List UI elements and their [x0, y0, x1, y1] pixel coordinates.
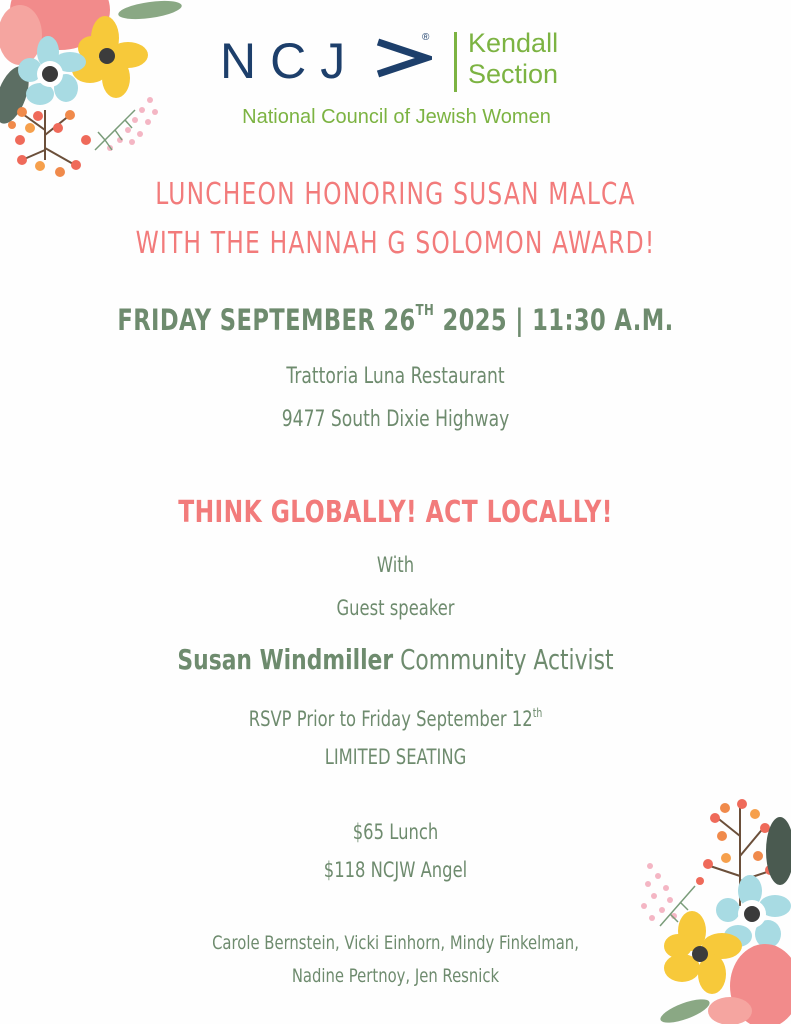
leaf [658, 995, 712, 1024]
rsvp-line [87, 707, 704, 731]
rsvp-prefix: RSVP Prior to Friday September 12 [248, 707, 533, 731]
floral-top-left-decoration [0, 0, 190, 195]
ncjw-logo [220, 28, 580, 138]
logo-section-line1: Kendall [468, 28, 559, 58]
rsvp-seating: LIMITED SEATING [324, 745, 467, 769]
committee-line2: Nadine Pertnoy, Jen Resnick [291, 965, 500, 987]
event-date-suffix: 2025 | 11:30 A.M. [434, 303, 674, 337]
berries [8, 107, 91, 177]
logo-divider [454, 32, 457, 92]
speaker-line [87, 643, 704, 676]
slogan: THINK GLOBALLY! ACT LOCALLY! [178, 495, 613, 530]
leaf [117, 0, 183, 22]
event-address: 9477 South Dixie Highway [281, 407, 510, 432]
speaker-intro: Guest speaker [336, 596, 455, 620]
berries [696, 799, 775, 885]
event-date [87, 303, 704, 337]
price-angel: $118 NCJW Angel [323, 858, 468, 882]
pink-fern-icon [107, 97, 158, 151]
event-venue: Trattoria Luna Restaurant [286, 364, 505, 389]
event-date-prefix: FRIDAY SEPTEMBER 26 [117, 303, 416, 337]
event-date-sup: TH [415, 301, 435, 320]
speaker-role: Community Activist [393, 643, 614, 676]
committee-line1: Carole Bernstein, Vicki Einhorn, Mindy Finkelman, [212, 932, 579, 954]
title-line1: LUNCHEON HONORING SUSAN MALCA [155, 177, 636, 212]
logo-acronym: NCJ [220, 33, 360, 89]
speaker-with: With [376, 553, 415, 577]
logo-section-name [468, 28, 558, 90]
rsvp-sup: th [532, 706, 543, 720]
logo-section-line2: Section [468, 59, 559, 89]
logo-tagline: National Council of Jewish Women [242, 106, 551, 128]
price-lunch: $65 Lunch [352, 820, 439, 844]
title-line2: WITH THE HANNAH G SOLOMON AWARD! [135, 226, 656, 261]
speaker-name: Susan Windmiller [177, 643, 394, 676]
logo-registered-mark: ® [422, 32, 430, 43]
